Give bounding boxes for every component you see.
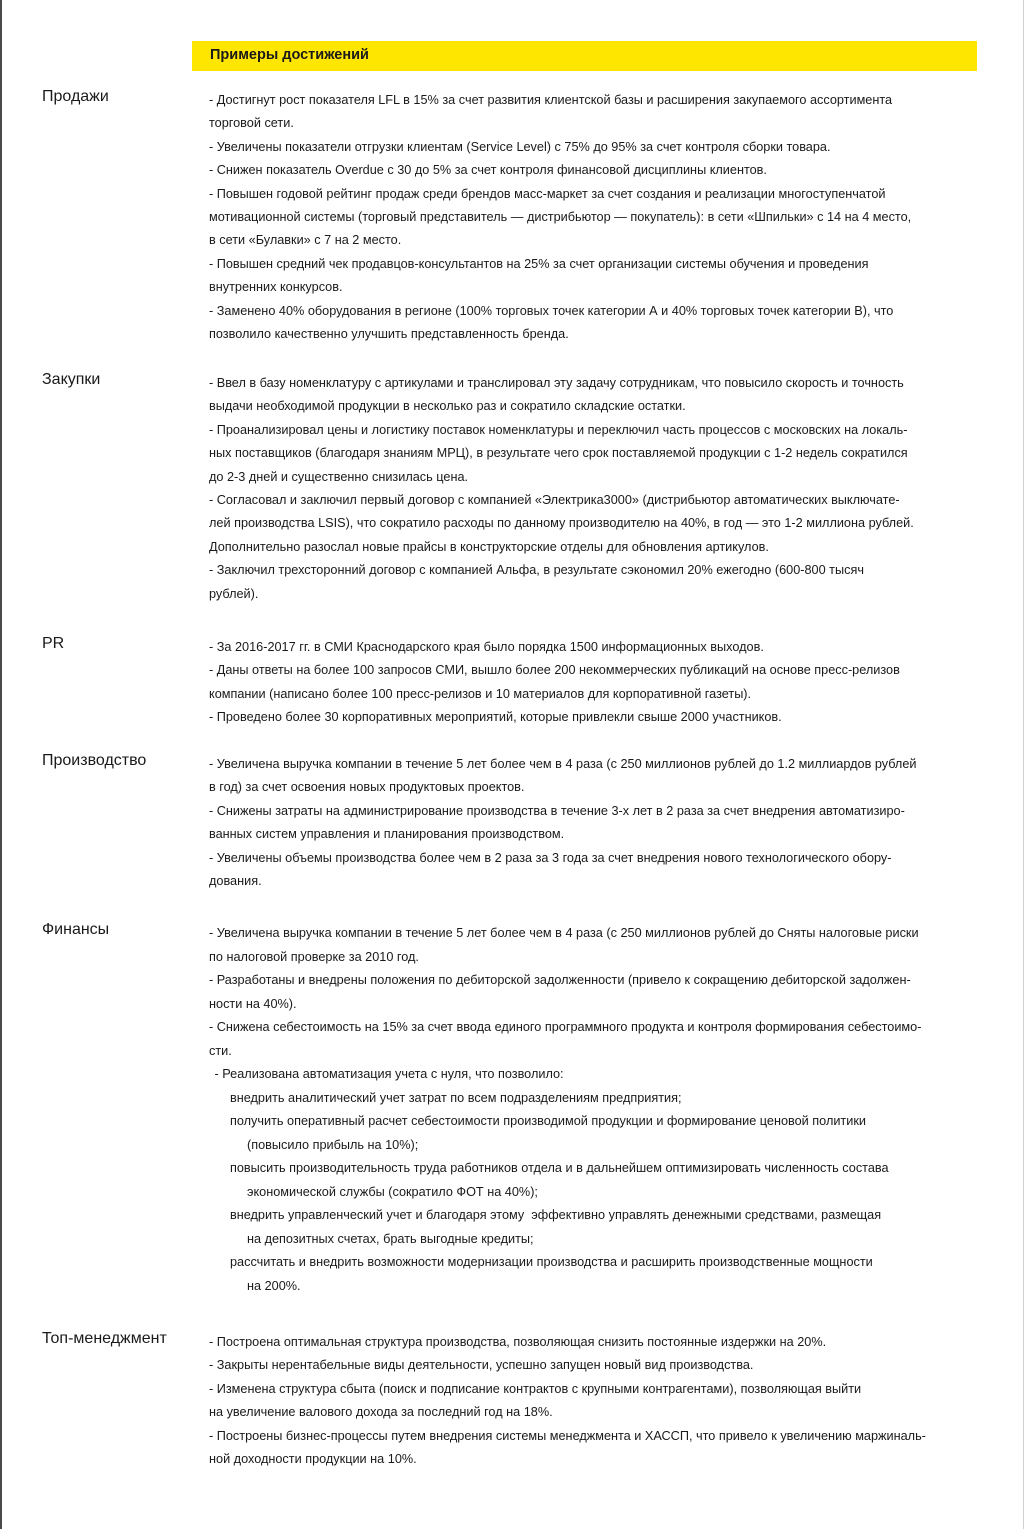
page-left-border (0, 0, 2, 1529)
text-line: - Реализована автоматизация учета с нуля, что позволило: (211, 1067, 564, 1081)
text-line: - Даны ответы на более 100 запросов СМИ, вышло более 200 некоммерческих публикаций на основе пресс-релизов (209, 663, 900, 678)
section-text-top-management (209, 1331, 994, 1471)
page-title: Примеры достижений (210, 47, 369, 63)
text-line: - Построены бизнес-процессы путем внедрения системы менеджмента и ХАССП, что привело к увеличению маржиналь- (209, 1428, 926, 1443)
text-line: - Снижены затраты на администрирование производства в течение 3-х лет в 2 раза за счет внедрения автоматизиро- (209, 803, 905, 818)
text-line: экономической службы (сократило ФОТ на 40%); (247, 1184, 538, 1199)
text-line: - Заключил трехсторонний договор с компанией Альфа, в результате сэкономил 20% ежегодно (600-800 тысяч (209, 563, 864, 578)
text-line: получить оперативный расчет себестоимости производимой продукции и формирование ценовой политики (230, 1114, 866, 1128)
text-line: в сети «Булавки» с 7 на 2 место. (209, 233, 402, 248)
text-line: сти. (209, 1043, 232, 1058)
text-line: на 200%. (247, 1278, 301, 1293)
text-line: - Достигнут рост показателя LFL в 15% за счет развития клиентской базы и расширения закупаемого ассортимента (209, 93, 893, 107)
text-line: по налоговой проверке за 2010 год. (209, 949, 419, 964)
section-text-sales (209, 89, 994, 346)
text-line: Дополнительно разослал новые прайсы в конструкторские отделы для обновления артикулов. (209, 539, 769, 554)
text-line: - Заменено 40% оборудования в регионе (100% торговых точек категории А и 40% торговых точек категории В), что (209, 303, 894, 318)
text-line: - Изменена структура сбыта (поиск и подписание контрактов с крупными контрагентами), позволяющая выйти (209, 1381, 862, 1396)
text-line: ной доходности продукции на 10%. (209, 1451, 417, 1466)
text-line: - Проанализировал цены и логистику поставок номенклатуры и переключил часть процессов с московских на локаль- (209, 422, 908, 437)
text-line: дования. (209, 873, 262, 888)
text-line: внутренних конкурсов. (209, 280, 343, 295)
text-line: - Снижен показатель Overdue с 30 до 5% за счет контроля финансовой дисциплины клиентов. (209, 163, 767, 178)
text-line: лей производства LSIS), что сократило расходы по данному производителю на 40%, в год — это 1-2 миллиона рублей. (209, 516, 914, 531)
text-line: - Увеличены показатели отгрузки клиентам (Service Level) с 75% до 95% за счет контроля сборки товара. (209, 139, 831, 154)
text-line: - Повышен средний чек продавцов-консультантов на 25% за счет организации системы обучения и проведения (209, 256, 869, 271)
text-line: - За 2016-2017 гг. в СМИ Краснодарского края было порядка 1500 информационных выходов. (209, 640, 764, 654)
section-label-production: Производство (42, 752, 147, 769)
section-label-finance: Финансы (42, 921, 110, 938)
text-line: (повысило прибыль на 10%); (247, 1137, 419, 1152)
text-line: - Повышен годовой рейтинг продаж среди брендов масс-маркет за счет создания и реализации многоступенчатой (209, 186, 886, 201)
text-line: - Закрыты нерентабельные виды деятельности, успешно запущен новый вид производства. (209, 1358, 754, 1373)
text-line: повысить производительность труда работников отдела и в дальнейшем оптимизировать численность состава (230, 1161, 889, 1175)
section-text-production (209, 753, 994, 893)
text-line: ных поставщиков (благодаря знаниям МРЦ), в результате чего срок поставляемой продукции с 1-2 недель сократился (209, 446, 908, 461)
text-line: рассчитать и внедрить возможности модернизации производства и расширить производственные мощности (230, 1255, 873, 1269)
text-line: - Увеличена выручка компании в течение 5 лет более чем в 4 раза (с 250 миллионов рублей до 1.2 миллиардов рублей (209, 757, 917, 771)
section-label-top-management: Топ-менеджмент (42, 1330, 167, 1347)
text-line: рублей). (209, 586, 259, 601)
text-line: - Снижена себестоимость на 15% за счет ввода единого программного продукта и контроля формирования себестоимо- (209, 1020, 922, 1034)
section-text-purchasing (209, 372, 994, 606)
section-label-pr: PR (42, 635, 65, 652)
text-line: внедрить аналитический учет затрат по всем подразделениям предприятия; (230, 1090, 682, 1105)
text-line: торговой сети. (209, 116, 294, 131)
text-line: - Разработаны и внедрены положения по дебиторской задолженности (привело к сокращению дебиторской задолжен- (209, 973, 911, 987)
section-text-finance (209, 922, 994, 1298)
text-line: до 2-3 дней и существенно снизилась цена. (209, 469, 469, 484)
text-line: в год) за счет освоения новых продуктовых проектов. (209, 780, 525, 795)
text-line: - Увеличены объемы производства более чем в 2 раза за 3 года за счет внедрения нового технологического обору- (209, 850, 892, 865)
section-text-pr (209, 636, 994, 730)
text-line: - Согласовал и заключил первый договор с компанией «Электрика3000» (дистрибьютор автоматических выключате- (209, 492, 900, 507)
text-line: на увеличение валового дохода за последний год на 18%. (209, 1405, 553, 1420)
text-line: ности на 40%). (209, 996, 297, 1011)
section-label-sales: Продажи (42, 88, 109, 105)
section-label-purchasing: Закупки (42, 371, 101, 388)
text-line: позволило качественно улучшить представленность бренда. (209, 326, 569, 341)
text-line: ванных систем управления и планирования производством. (209, 827, 565, 842)
text-line: - Увеличена выручка компании в течение 5 лет более чем в 4 раза (с 250 миллионов рублей до Сняты налоговые риски (209, 926, 919, 940)
text-line: компании (написано более 100 пресс-релизов и 10 материалов для корпоративной газеты). (209, 686, 752, 701)
text-line: мотивационной системы (торговый представитель — дистрибьютор — покупатель): в сети «Шпильки» с 14 на 4 место, (209, 209, 912, 224)
text-line: - Ввел в базу номенклатуру с артикулами и транслировал эту задачу сотрудникам, что повысило скорость и точность (209, 376, 904, 390)
text-line: на депозитных счетах, брать выгодные кредиты; (247, 1231, 534, 1246)
text-line: выдачи необходимой продукции в несколько раз и сократило складские остатки. (209, 399, 686, 414)
header-bar (192, 41, 977, 71)
text-line: - Построена оптимальная структура производства, позволяющая снизить постоянные издержки на 20%. (209, 1335, 827, 1349)
text-line: внедрить управленческий учет и благодаря этому эффективно управлять денежными средствами, размещая (230, 1208, 882, 1222)
text-line: - Проведено более 30 корпоративных мероприятий, которые привлекли свыше 2000 участников. (209, 710, 782, 725)
